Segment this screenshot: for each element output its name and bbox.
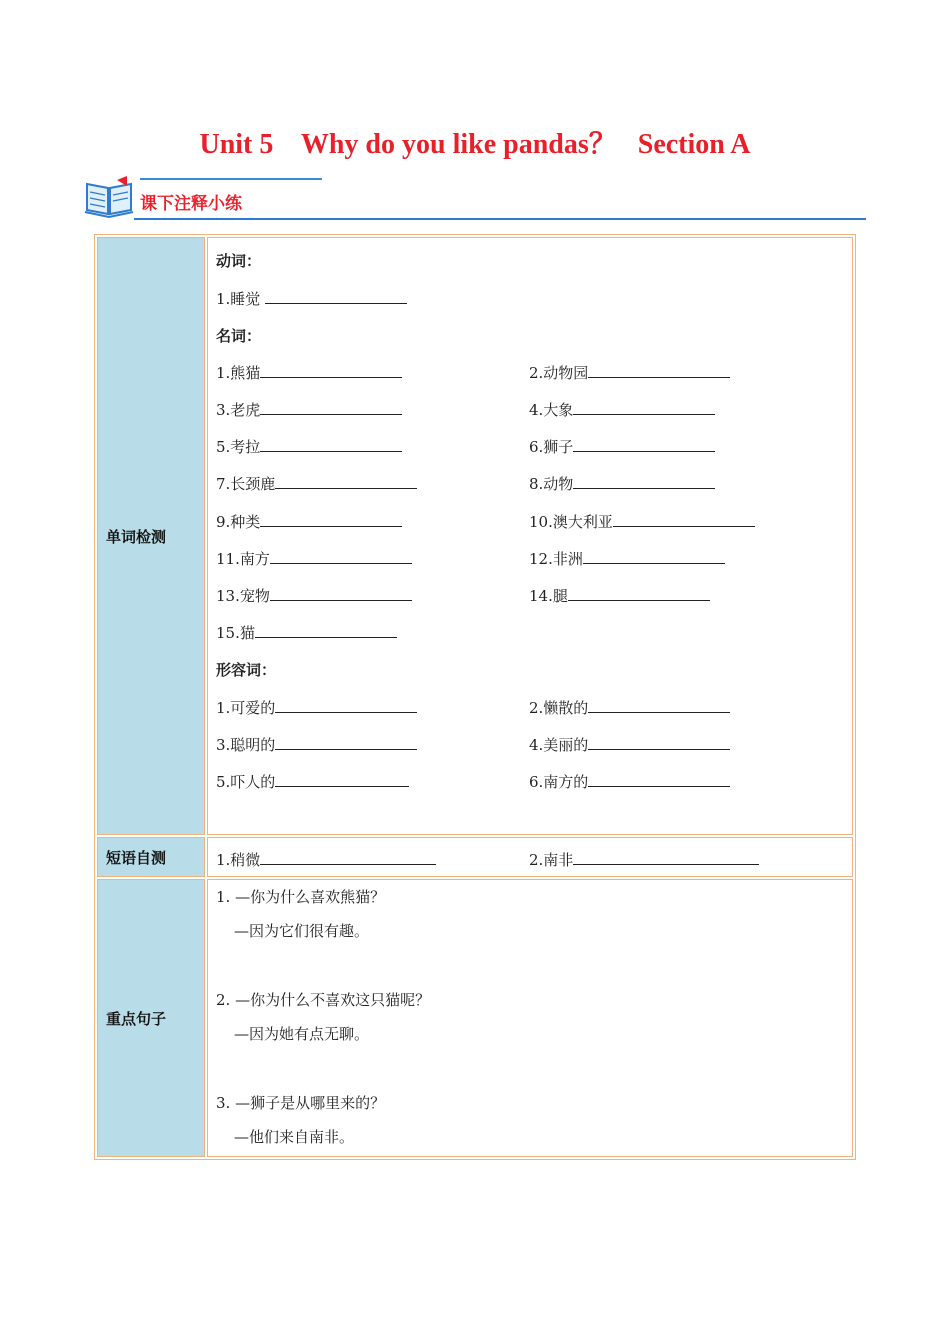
vocab-item: 1.熊猫 bbox=[216, 362, 402, 383]
worksheet-table bbox=[94, 234, 856, 1160]
vocab-item: 6.狮子 bbox=[529, 436, 715, 457]
answer-blank[interactable] bbox=[573, 474, 715, 489]
sentence-question: 2. —你为什么不喜欢这只猫呢？ bbox=[216, 991, 431, 1009]
vocab-item: 13.宠物 bbox=[216, 585, 412, 606]
sentence-answer: —因为它们很有趣。 bbox=[234, 922, 370, 940]
answer-blank[interactable] bbox=[573, 850, 759, 865]
vocab-item: 8.动物 bbox=[529, 473, 715, 494]
answer-blank[interactable] bbox=[588, 363, 730, 378]
vocab-item: 4.美丽的 bbox=[529, 734, 730, 755]
vocab-item: 1.可爱的 bbox=[216, 697, 417, 718]
vocab-row bbox=[97, 237, 853, 835]
phrase-cell bbox=[207, 837, 853, 877]
vocab-item: 10.澳大利亚 bbox=[529, 511, 755, 532]
sentence-answer: —因为她有点无聊。 bbox=[234, 1025, 370, 1043]
answer-blank[interactable] bbox=[588, 735, 730, 750]
answer-blank[interactable] bbox=[255, 623, 397, 638]
answer-blank[interactable] bbox=[588, 772, 730, 787]
vocab-item: 11.南方 bbox=[216, 548, 412, 569]
header-bottom-rule bbox=[134, 218, 866, 220]
section-label: 课下注释小练 bbox=[140, 194, 242, 214]
vocab-item: 4.大象 bbox=[529, 399, 715, 420]
answer-blank[interactable] bbox=[265, 289, 407, 304]
phrase-row-header: 短语自测 bbox=[97, 837, 205, 877]
vocab-row-header: 单词检测 bbox=[97, 237, 205, 835]
vocab-cell bbox=[207, 237, 853, 835]
verb-label: 动词： bbox=[216, 252, 262, 270]
answer-blank[interactable] bbox=[568, 586, 710, 601]
noun-label: 名词： bbox=[216, 327, 262, 345]
vocab-item: 5.吓人的 bbox=[216, 771, 409, 792]
vocab-item: 3.聪明的 bbox=[216, 734, 417, 755]
vocab-item: 7.长颈鹿 bbox=[216, 473, 417, 494]
vocab-item: 3.老虎 bbox=[216, 399, 402, 420]
section-header bbox=[84, 172, 866, 224]
sentence-question: 1. —你为什么喜欢熊猫？ bbox=[216, 888, 386, 906]
sentence-cell bbox=[207, 879, 853, 1157]
answer-blank[interactable] bbox=[270, 549, 412, 564]
answer-blank[interactable] bbox=[260, 512, 402, 527]
answer-blank[interactable] bbox=[275, 772, 409, 787]
phrase-item: 2.南非 bbox=[529, 849, 759, 870]
answer-blank[interactable] bbox=[613, 512, 755, 527]
vocab-item: 6.南方的 bbox=[529, 771, 730, 792]
answer-blank[interactable] bbox=[260, 437, 402, 452]
answer-blank[interactable] bbox=[573, 437, 715, 452]
answer-blank[interactable] bbox=[270, 586, 412, 601]
vocab-item: 5.考拉 bbox=[216, 436, 402, 457]
open-book-icon bbox=[84, 174, 134, 218]
phrase-item: 1.稍微 bbox=[216, 849, 436, 870]
answer-blank[interactable] bbox=[260, 400, 402, 415]
answer-blank[interactable] bbox=[275, 735, 417, 750]
vocab-item: 14.腿 bbox=[529, 585, 710, 606]
adj-label: 形容词： bbox=[216, 661, 277, 679]
answer-blank[interactable] bbox=[583, 549, 725, 564]
vocab-item: 1.睡觉 bbox=[216, 288, 407, 309]
phrase-row bbox=[97, 837, 853, 877]
answer-blank[interactable] bbox=[588, 698, 730, 713]
sentence-question: 3. —狮子是从哪里来的？ bbox=[216, 1094, 386, 1112]
vocab-item: 2.懒散的 bbox=[529, 697, 730, 718]
sentence-answer: —他们来自南非。 bbox=[234, 1128, 355, 1146]
answer-blank[interactable] bbox=[275, 474, 417, 489]
answer-blank[interactable] bbox=[275, 698, 417, 713]
header-top-rule bbox=[140, 178, 322, 180]
answer-blank[interactable] bbox=[260, 363, 402, 378]
vocab-item: 2.动物园 bbox=[529, 362, 730, 383]
answer-blank[interactable] bbox=[260, 850, 436, 865]
page-title: Unit 5 Why do you like pandas？ Section A bbox=[199, 129, 751, 160]
vocab-item: 15.猫 bbox=[216, 622, 397, 643]
vocab-item: 12.非洲 bbox=[529, 548, 725, 569]
sentence-row bbox=[97, 879, 853, 1157]
vocab-item: 9.种类 bbox=[216, 511, 402, 532]
sentence-row-header: 重点句子 bbox=[97, 879, 205, 1157]
answer-blank[interactable] bbox=[573, 400, 715, 415]
